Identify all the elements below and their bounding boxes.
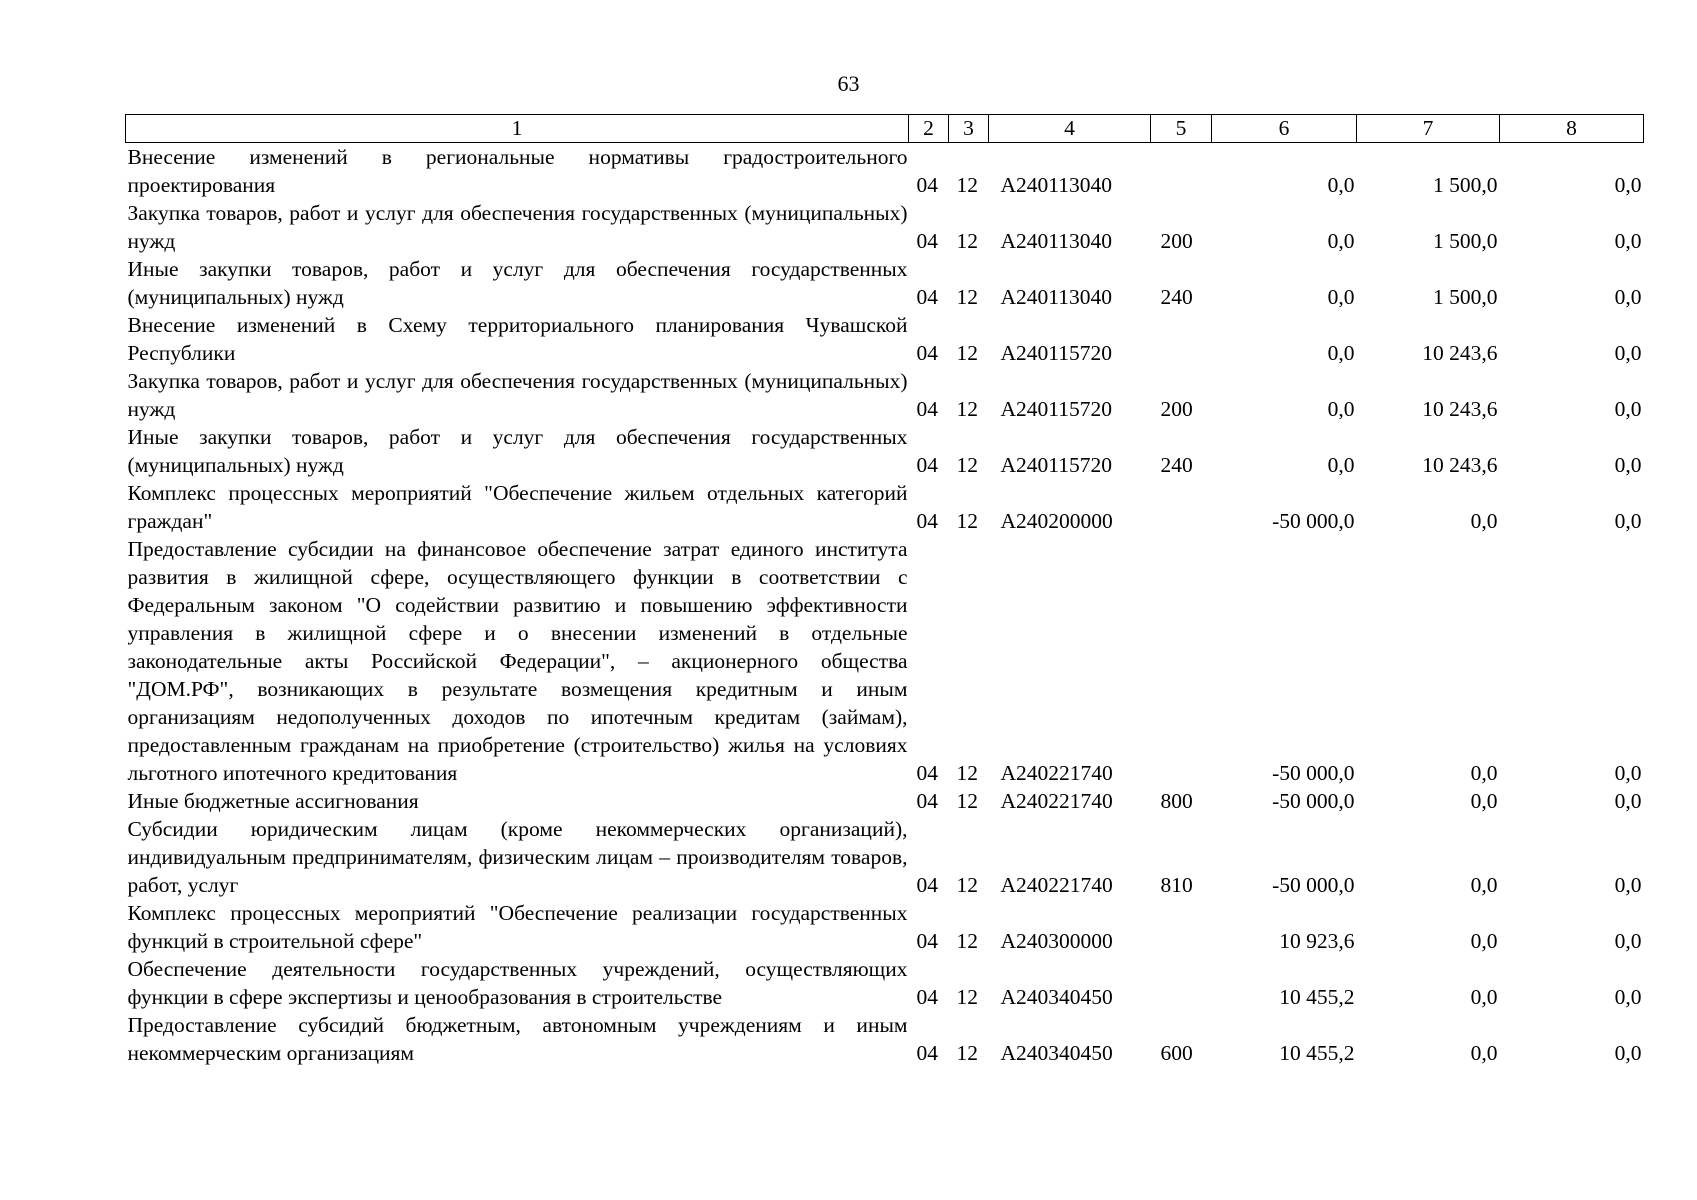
- table-row: [126, 367, 1644, 423]
- subsection-code-cell: 12: [956, 453, 978, 477]
- amount-col6-cell: 0,0: [1327, 285, 1355, 309]
- amount-col6-cell: -50 000,0: [1272, 789, 1355, 813]
- expense-type-cell: [1151, 535, 1212, 787]
- table-row: [126, 199, 1644, 255]
- subsection-code-cell: 12: [956, 509, 978, 533]
- expense-type-cell: 240: [1160, 453, 1193, 477]
- expense-type-cell: 800: [1160, 789, 1193, 813]
- amount-col8-cell: 0,0: [1614, 173, 1642, 197]
- amount-col7-cell: 0,0: [1470, 1041, 1498, 1065]
- amount-col6-cell: 0,0: [1327, 229, 1355, 253]
- amount-col8-cell: 0,0: [1614, 453, 1642, 477]
- amount-col7-cell: 0,0: [1470, 761, 1498, 785]
- target-article-cell: А240221740: [1000, 761, 1113, 785]
- amount-col8-cell: 0,0: [1614, 341, 1642, 365]
- amount-col6-cell: 0,0: [1327, 173, 1355, 197]
- column-header: 4: [989, 115, 1151, 143]
- table-row: [126, 899, 1644, 955]
- section-code-cell: 04: [916, 285, 938, 309]
- expense-type-cell: [1151, 143, 1212, 200]
- column-header: 1: [126, 115, 909, 143]
- section-code-cell: 04: [916, 761, 938, 785]
- amount-col8-cell: 0,0: [1614, 285, 1642, 309]
- table-body: [126, 143, 1644, 1068]
- amount-col7-cell: 10 243,6: [1422, 453, 1498, 477]
- row-name-cell: Иные бюджетные ассигнования: [127, 789, 419, 813]
- amount-col6-cell: 10 455,2: [1279, 1041, 1355, 1065]
- subsection-code-cell: 12: [956, 761, 978, 785]
- amount-col7-cell: 10 243,6: [1422, 341, 1498, 365]
- section-code-cell: 04: [916, 229, 938, 253]
- expense-type-cell: [1151, 955, 1212, 1011]
- expense-type-cell: [1151, 311, 1212, 367]
- amount-col6-cell: 10 923,6: [1279, 929, 1355, 953]
- subsection-code-cell: 12: [956, 285, 978, 309]
- amount-col8-cell: 0,0: [1614, 1041, 1642, 1065]
- expense-type-cell: 810: [1160, 873, 1193, 897]
- section-code-cell: 04: [916, 509, 938, 533]
- amount-col6-cell: -50 000,0: [1272, 873, 1355, 897]
- target-article-cell: А240221740: [1000, 789, 1113, 813]
- amount-col6-cell: 0,0: [1327, 397, 1355, 421]
- target-article-cell: А240115720: [1000, 453, 1112, 477]
- row-name-cell: Комплекс процессных мероприятий "Обеспечение реализации государственных функций в строительной сфере": [127, 901, 908, 953]
- amount-col6-cell: 0,0: [1327, 453, 1355, 477]
- section-code-cell: 04: [916, 873, 938, 897]
- column-header: 8: [1500, 115, 1644, 143]
- section-code-cell: 04: [916, 453, 938, 477]
- row-name-cell: Обеспечение деятельности государственных учреждений, осуществляющих функции в сфере экспертизы и ценообразования в строительстве: [127, 957, 908, 1009]
- section-code-cell: 04: [916, 397, 938, 421]
- target-article-cell: А240113040: [1000, 285, 1112, 309]
- amount-col8-cell: 0,0: [1614, 929, 1642, 953]
- expense-type-cell: 600: [1160, 1041, 1193, 1065]
- expense-type-cell: 200: [1160, 397, 1193, 421]
- column-header: 3: [949, 115, 989, 143]
- column-header: 5: [1151, 115, 1212, 143]
- subsection-code-cell: 12: [956, 985, 978, 1009]
- column-header: 2: [909, 115, 949, 143]
- column-header: 7: [1357, 115, 1500, 143]
- amount-col7-cell: 0,0: [1470, 789, 1498, 813]
- section-code-cell: 04: [916, 929, 938, 953]
- expense-type-cell: 240: [1160, 285, 1193, 309]
- row-name-cell: Внесение изменений в Схему территориального планирования Чувашской Республики: [127, 313, 908, 365]
- subsection-code-cell: 12: [956, 341, 978, 365]
- target-article-cell: А240115720: [1000, 397, 1112, 421]
- section-code-cell: 04: [916, 341, 938, 365]
- amount-col7-cell: 1 500,0: [1433, 173, 1498, 197]
- section-code-cell: 04: [916, 985, 938, 1009]
- amount-col8-cell: 0,0: [1614, 229, 1642, 253]
- table-row: [126, 255, 1644, 311]
- target-article-cell: А240340450: [1000, 1041, 1113, 1065]
- amount-col7-cell: 1 500,0: [1433, 285, 1498, 309]
- amount-col8-cell: 0,0: [1614, 789, 1642, 813]
- section-code-cell: 04: [916, 1041, 938, 1065]
- target-article-cell: А240113040: [1000, 173, 1112, 197]
- target-article-cell: А240200000: [1000, 509, 1113, 533]
- amount-col6-cell: 0,0: [1327, 341, 1355, 365]
- amount-col7-cell: 0,0: [1470, 985, 1498, 1009]
- row-name-cell: Предоставление субсидии на финансовое обеспечение затрат единого института развития в жилищной сфере, осуществляющего функции в соответствии с Федеральным законом "О содействии развитию и повышению эффективности управления в жилищной сфере и о внесении изменений в отдельные законодательные акты Российской Федерации", – акционерного общества "ДОМ.РФ", возникающих в результате возмещения кредитным и иным организациям недополученных доходов по ипотечным кредитам (займам), предоставленным гражданам на приобретение (строительство) жилья на условиях льготного ипотечного кредитования: [127, 537, 908, 785]
- amount-col6-cell: -50 000,0: [1272, 509, 1355, 533]
- amount-col8-cell: 0,0: [1614, 761, 1642, 785]
- row-name-cell: Субсидии юридическим лицам (кроме некоммерческих организаций), индивидуальным предпринимателям, физическим лицам – производителям товаров, работ, услуг: [127, 817, 908, 897]
- amount-col6-cell: 10 455,2: [1279, 985, 1355, 1009]
- row-name-cell: Предоставление субсидий бюджетным, автономным учреждениям и иным некоммерческим организациям: [127, 1013, 908, 1065]
- table-row: [126, 423, 1644, 479]
- amount-col8-cell: 0,0: [1614, 873, 1642, 897]
- row-name-cell: Иные закупки товаров, работ и услуг для обеспечения государственных (муниципальных) нужд: [127, 257, 908, 309]
- subsection-code-cell: 12: [956, 929, 978, 953]
- table-row: [126, 479, 1644, 535]
- table-row: [126, 1011, 1644, 1067]
- subsection-code-cell: 12: [956, 1041, 978, 1065]
- subsection-code-cell: 12: [956, 789, 978, 813]
- section-code-cell: 04: [916, 789, 938, 813]
- table-row: [126, 535, 1644, 787]
- subsection-code-cell: 12: [956, 229, 978, 253]
- target-article-cell: А240113040: [1000, 229, 1112, 253]
- target-article-cell: А240340450: [1000, 985, 1113, 1009]
- page-number: 63: [837, 71, 860, 96]
- expense-type-cell: 200: [1160, 229, 1193, 253]
- table-row: [126, 787, 1644, 815]
- amount-col8-cell: 0,0: [1614, 397, 1642, 421]
- table-row: [126, 815, 1644, 899]
- amount-col7-cell: 0,0: [1470, 873, 1498, 897]
- target-article-cell: А240115720: [1000, 341, 1112, 365]
- table-row: [126, 311, 1644, 367]
- expense-type-cell: [1151, 899, 1212, 955]
- budget-table: [125, 114, 1644, 1067]
- row-name-cell: Внесение изменений в региональные нормативы градостроительного проектирования: [127, 145, 908, 197]
- subsection-code-cell: 12: [956, 873, 978, 897]
- table-row: [126, 143, 1644, 200]
- section-code-cell: 04: [916, 173, 938, 197]
- row-name-cell: Иные закупки товаров, работ и услуг для обеспечения государственных (муниципальных) нужд: [127, 425, 908, 477]
- amount-col6-cell: -50 000,0: [1272, 761, 1355, 785]
- amount-col8-cell: 0,0: [1614, 509, 1642, 533]
- subsection-code-cell: 12: [956, 173, 978, 197]
- amount-col8-cell: 0,0: [1614, 985, 1642, 1009]
- amount-col7-cell: 0,0: [1470, 509, 1498, 533]
- amount-col7-cell: 10 243,6: [1422, 397, 1498, 421]
- row-name-cell: Закупка товаров, работ и услуг для обеспечения государственных (муниципальных) нужд: [127, 369, 908, 421]
- row-name-cell: Закупка товаров, работ и услуг для обеспечения государственных (муниципальных) нужд: [127, 201, 908, 253]
- row-name-cell: Комплекс процессных мероприятий "Обеспечение жильем отдельных категорий граждан": [127, 481, 908, 533]
- amount-col7-cell: 0,0: [1470, 929, 1498, 953]
- target-article-cell: А240300000: [1000, 929, 1113, 953]
- column-number-header-row: [126, 115, 1644, 143]
- amount-col7-cell: 1 500,0: [1433, 229, 1498, 253]
- expense-type-cell: [1151, 479, 1212, 535]
- target-article-cell: А240221740: [1000, 873, 1113, 897]
- table-row: [126, 955, 1644, 1011]
- subsection-code-cell: 12: [956, 397, 978, 421]
- column-header: 6: [1212, 115, 1357, 143]
